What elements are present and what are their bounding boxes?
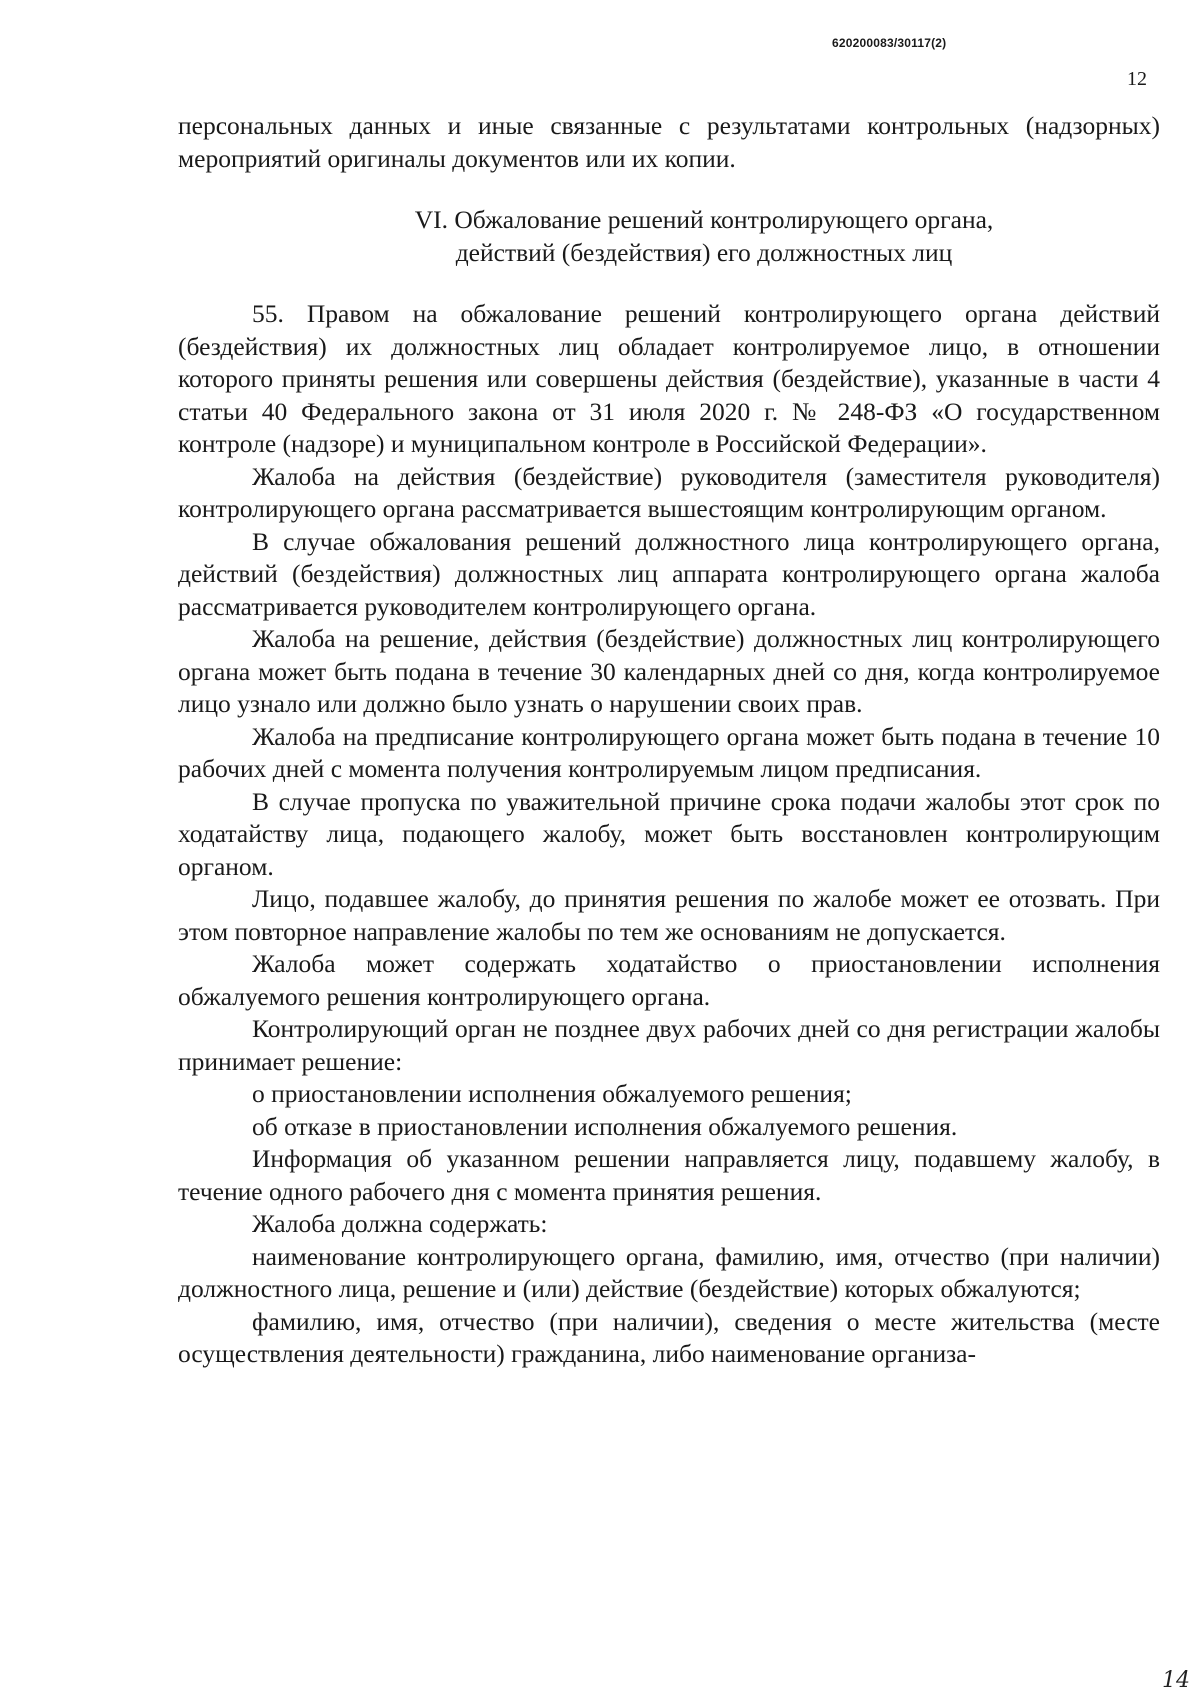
section-title-line-1: VI. Обжалование решений контролирующего органа, [414,205,994,234]
paragraph: Жалоба может содержать ходатайство о приостановлении исполнения обжалуемого решения контролирующего органа. [178,949,1160,1011]
list-item: фамилию, имя, отчество (при наличии), сведения о месте жительства (месте осуществления деятельности) гражданина, либо наименование организа- [178,1306,1160,1368]
list-item: о приостановлении исполнения обжалуемого решения; [252,1079,852,1108]
paragraph: Жалоба на действия (бездействие) руководителя (заместителя руководителя) контролирующего органа рассматривается вышестоящим контролирующим органом. [178,461,1160,523]
paragraph: В случае пропуска по уважительной причине срока подачи жалобы этот срок по ходатайству лица, подающего жалобу, может быть восстановлен контролирующим органом. [178,786,1160,881]
list-item: об отказе в приостановлении исполнения обжалуемого решения. [252,1111,958,1141]
paragraph: Жалоба на решение, действия (бездействие) должностных лиц контролирующего органа может быть подана в течение 30 календарных дней со дня, когда контролируемое лицо узнало или должно было узнать о нарушении своих прав. [178,624,1160,718]
section-title-line-2: действий (бездействия) его должностных лиц [455,238,953,267]
paragraph: Контролирующий орган не позднее двух рабочих дней со дня регистрации жалобы принимает решение: [178,1014,1160,1076]
page-number: 12 [1127,68,1147,90]
list-item: наименование контролирующего органа, фамилию, имя, отчество (при наличии) должностного лица, решение и (или) действие (бездействие) которых обжалуются; [178,1241,1160,1303]
document-body [178,110,1160,1371]
paragraph: Информация об указанном решении направляется лицу, подавшему жалобу, в течение одного рабочего дня с момента принятия решения. [178,1144,1160,1206]
document-id: 620200083/30117(2) [832,36,947,50]
paragraph-55: 55. Правом на обжалование решений контролирующего органа действий (бездействия) их должностных лиц обладает контролируемое лицо, в отношении которого приняты решения или совершены действия (бездействие), указанные в части 4 статьи 40 Федерального закона от 31 июля 2020 г. № 248-ФЗ «О государственном контроле (надзоре) и муниципальном контроле в Российской Федерации». [178,299,1160,458]
paragraph: Жалоба должна содержать: [252,1209,548,1238]
paragraph: Лицо, подавшее жалобу, до принятия решения по жалобе может ее отозвать. При этом повторное направление жалобы по тем же основаниям не допускается. [178,884,1160,946]
paragraph: Жалоба на предписание контролирующего органа может быть подана в течение 10 рабочих дней с момента получения контролируемым лицом предписания. [178,721,1160,783]
intro-paragraph: персональных данных и иные связанные с результатами контрольных (надзорных) мероприятий оригиналы документов или их копии. [178,111,1160,173]
paragraph: В случае обжалования решений должностного лица контролирующего органа, действий (бездействия) должностных лиц аппарата контролирующего органа жалоба рассматривается руководителем контролирующего органа. [178,526,1160,621]
section-heading [178,203,1160,269]
handwritten-page-mark: 14 [1162,1668,1190,1693]
